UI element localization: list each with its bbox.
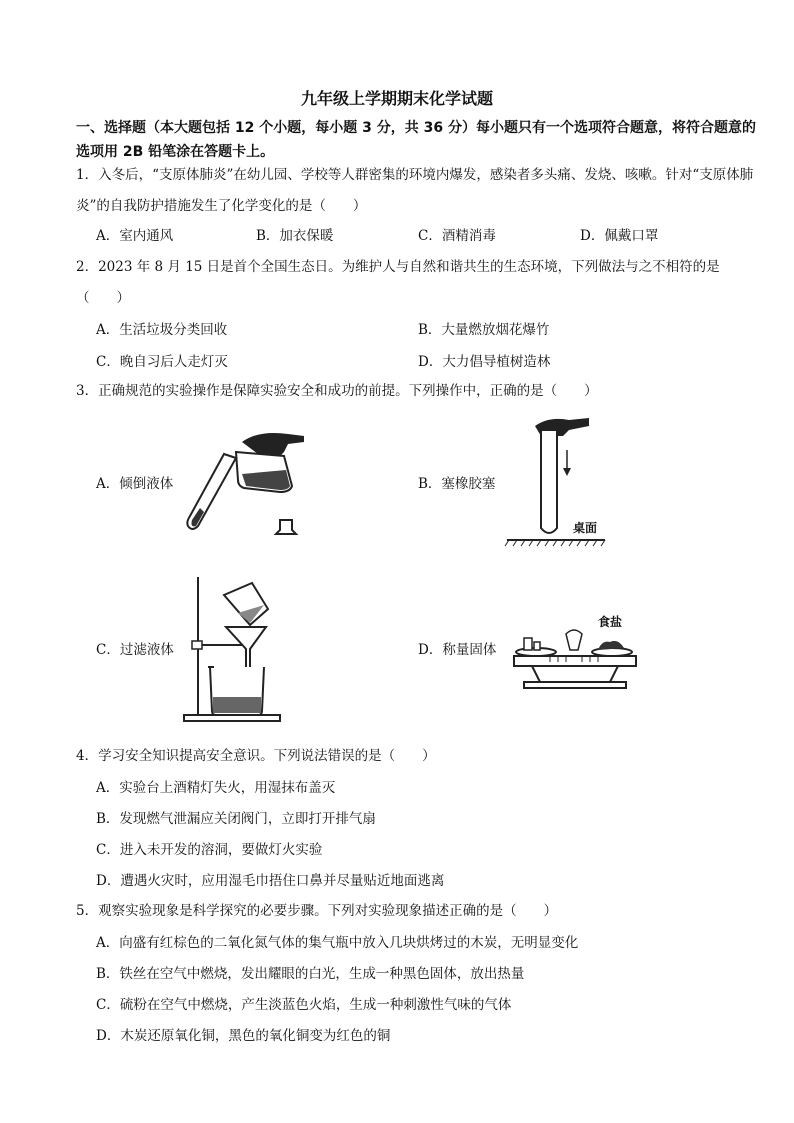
q4-option-c[interactable]: C．进入未开发的溶洞，要做灯火实验: [96, 842, 323, 858]
pouring-liquid-figure: [180, 430, 320, 545]
q4-option-b[interactable]: B．发现燃气泄漏应关闭阀门，立即打开排气扇: [96, 811, 376, 827]
q1-option-d[interactable]: D．佩戴口罩: [580, 228, 659, 244]
q2-option-a[interactable]: A．生活垃圾分类回收: [96, 322, 228, 338]
q5-option-a[interactable]: A．向盛有红棕色的二氧化氮气体的集气瓶中放入几块烘烤过的木炭，无明显变化: [96, 935, 579, 951]
desk-label: 桌面: [573, 521, 598, 535]
filtration-figure: [180, 575, 290, 725]
q3-option-b[interactable]: B．塞橡胶塞: [418, 476, 496, 492]
question-5-stem: 5．观察实验现象是科学探究的必要步骤。下列对实验现象描述正确的是（ ）: [76, 903, 558, 919]
q4-option-d[interactable]: D．遭遇火灾时，应用湿毛巾捂住口鼻并尽量贴近地面逃离: [96, 873, 445, 889]
section-heading: 一、选择题（本大题包括 12 个小题，每小题 3 分，共 36 分）每小题只有一个选项符合题意，将符合题意的选项用 2B 铅笔涂在答题卡上。: [76, 120, 756, 160]
question-1-stem: 1．入冬后，“支原体肺炎”在幼儿园、学校等人群密集的环境内爆发，感染者多头痛、发烧、咳嗽。针对“支原体肺炎”的自我防护措施发生了化学变化的是（ ）: [76, 167, 754, 214]
salt-label: 食盐: [598, 615, 623, 629]
q1-option-a[interactable]: A．室内通风: [96, 228, 174, 244]
q3-option-c[interactable]: C．过滤液体: [96, 642, 174, 658]
question-2-stem: 2．2023 年 8 月 15 日是首个全国生态日。为维护人与自然和谐共生的生态环境，下列做法与之不相符的是（ ）: [76, 259, 720, 306]
q2-option-d[interactable]: D．大力倡导植树造林: [418, 354, 551, 370]
q4-option-a[interactable]: A．实验台上酒精灯失火，用湿抹布盖灭: [96, 780, 336, 796]
q2-option-c[interactable]: C．晚自习后人走灯灭: [96, 354, 228, 370]
q1-option-c[interactable]: C．酒精消毒: [418, 228, 496, 244]
q5-option-b[interactable]: B．铁丝在空气中燃烧，发出耀眼的白光，生成一种黑色固体，放出热量: [96, 966, 525, 982]
stopper-insertion-figure: [505, 416, 615, 546]
balance-scale-figure: [510, 612, 645, 692]
q3-option-d[interactable]: D．称量固体: [418, 642, 497, 658]
q1-option-b[interactable]: B．加衣保暖: [256, 228, 334, 244]
page-title: 九年级上学期期末化学试题: [300, 89, 493, 108]
question-3-stem: 3．正确规范的实验操作是保障实验安全和成功的前提。下列操作中，正确的是（ ）: [76, 383, 598, 399]
q5-option-d[interactable]: D．木炭还原氧化铜，黑色的氧化铜变为红色的铜: [96, 1028, 391, 1044]
q2-option-b[interactable]: B．大量燃放烟花爆竹: [418, 322, 550, 338]
question-4-stem: 4．学习安全知识提高安全意识。下列说法错误的是（ ）: [76, 748, 436, 764]
q5-option-c[interactable]: C．硫粉在空气中燃烧，产生淡蓝色火焰，生成一种刺激性气味的气体: [96, 997, 512, 1013]
q3-option-a[interactable]: A．倾倒液体: [96, 476, 174, 492]
